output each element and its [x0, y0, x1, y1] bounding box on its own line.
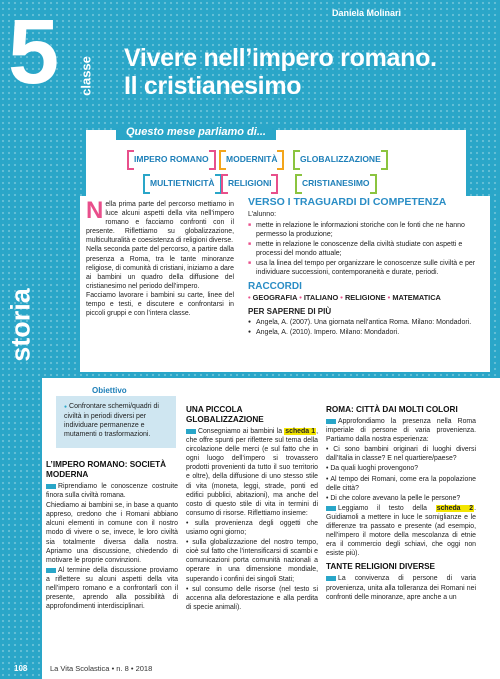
- column-3: ROMA: CITTÀ DAI MOLTI COLORI Approfondiamo la presenza nella Roma imperiale di persone di varia provenienza. Partiamo dalla nostra esperienza: • Ci sono bambini originari di luoghi diversi dall’Italia in classe? E nel quartiere/paese? • Da quali luoghi provengono? • Al tempo dei Romani, come era la popolazione delle città? • Di che colore avevano la pelle le persone? Leggiamo il testo della scheda 2. Guidiamoli a mettere in luce le somiglianze e le differenze tra passato e presente (ad esempio, nell’impero il motore della mescolanza di etnie era il commercio degli schiavi, che oggi non esiste più). TANTE RELIGIONI DIVERSE La convivenza di persone di varia provenienza, unita alla tolleranza dei Romani nei confronti delle minoranze, apre anche a un: [326, 405, 476, 601]
- keyword-modernita: MODERNITÀ: [222, 152, 281, 166]
- list-item: ■ usa la linea del tempo per organizzare le conoscenze sulle civiltà e per individuare successioni, contemporaneità e durate, periodi.: [248, 259, 488, 277]
- obiettivo-heading: Obiettivo: [92, 386, 127, 395]
- bullet-square-icon: [326, 419, 336, 424]
- drop-cap: N: [86, 197, 104, 224]
- author-name: Daniela Molinari: [332, 8, 402, 18]
- scheda-highlight: scheda 2: [436, 504, 474, 512]
- column-heading: TANTE RELIGIONI DIVERSE: [326, 562, 436, 572]
- column-heading: L’IMPERO ROMANO: SOCIETÀ MODERNA: [46, 460, 167, 479]
- intro-text: Nella prima parte del percorso mettiamo in luce alcuni aspetti della vita nell’impero romano e facciamo confronti con il presente. Riflettiamo su globalizzazione, multiculturalità e coesistenza di religioni diverse. Nella seconda parte del percorso, a partire dalla presenza a Roma, tra le tante minoranze religiose, di comunità di cristiani, iniziamo a dare ai bambini un quadro della diffusione del cristianesimo nel periodo dell’impero. Facciamo lavorare i bambini su carte, linee del tempo e testi, e discutere e confrontarsi in piccoli gruppi e con l’intera classe.: [86, 197, 234, 318]
- bullet-square-icon: [326, 576, 336, 581]
- bullet-square-icon: [46, 568, 56, 573]
- bibliography-list: [248, 318, 488, 337]
- subject-label: storia: [5, 288, 36, 362]
- keyword-globalizzazione: GLOBALIZZAZIONE: [296, 152, 385, 166]
- column-1: L’IMPERO ROMANO: SOCIETÀ MODERNA Riprendiamo le conoscenze costruite finora sulla civiltà romana. Chiediamo ai bambini se, in base a quanto appreso, credono che i Romani abbiano alcuni elementi in comune con il nostro modo di vivere o se, invece, le loro civiltà sia totalmente diversa dalla nostra. Apriamo una discussione, chiedendo di motivare le proprie convinzioni. Al termine della discussione proviamo a riflettere su alcuni aspetti della vita nell’impero romano e a confrontarli con il presente, aprendo alla possibilità di approfondimenti interdisciplinari.: [46, 460, 178, 611]
- keywords-heading: Questo mese parliamo di...: [116, 124, 276, 140]
- list-item: ■ mette in relazione le conoscenze della civiltà studiate con aspetti e processi del mondo attuale;: [248, 240, 488, 258]
- column-heading: UNA PICCOLA GLOBALIZZAZIONE: [186, 405, 264, 424]
- bullet-square-icon: [186, 429, 196, 434]
- grade-number: 5: [8, 1, 60, 103]
- competenze-box: VERSO I TRAGUARDI DI COMPETENZA L’alunno: ■ mette in relazione le informazioni storiche con le fonti che ne hanno permesso la produzione; ■ mette in relazione le conoscenze della civiltà studiate con aspetti e processi del mondo attuale; ■ usa la linea del tempo per organizzare le conoscenze sulle civiltà e per individuare successioni, contemporaneità e durate, periodi. RACCORDI • GEOGRAFIA • ITALIANO • RELIGIONE • MATEMATICA PER SAPERNE DI PIÙ ● Angela, A. (2007). Una giornata nell’antica Roma. Milano: Mondadori. ● Angela, A. (2010). Impero. Milano: Mondadori.: [248, 198, 488, 338]
- list-item: ■ mette in relazione le informazioni storiche con le fonti che ne hanno permesso la produzione;: [248, 221, 488, 239]
- bullet-square-icon: [326, 506, 336, 511]
- page-number: 108: [14, 664, 28, 673]
- list-item: ● Angela, A. (2007). Una giornata nell’antica Roma. Milano: Mondadori.: [248, 318, 488, 327]
- bullet-square-icon: [46, 484, 56, 489]
- raccordi-list: • GEOGRAFIA • ITALIANO • RELIGIONE • MATEMATICA: [248, 293, 441, 302]
- competenze-list: [248, 221, 488, 277]
- keyword-cristianesimo: CRISTIANESIMO: [298, 176, 374, 190]
- keyword-impero-romano: IMPERO ROMANO: [130, 152, 213, 166]
- obiettivo-box: ● Confrontare schemi/quadri di civiltà in periodi diversi per individuare permanenze e mutamenti o trasformazioni.: [56, 396, 176, 448]
- keyword-religioni: RELIGIONI: [224, 176, 275, 190]
- grade-label: classe: [78, 56, 94, 96]
- page-title: Vivere nell’impero romano. Il cristianesimo: [124, 44, 437, 100]
- keyword-multietnicita: MULTIETNICITÀ: [146, 176, 219, 190]
- competenze-heading: VERSO I TRAGUARDI DI COMPETENZA: [248, 196, 447, 208]
- column-2: UNA PICCOLA GLOBALIZZAZIONE Consegniamo ai bambini la scheda 1, che offre spunti per riflettere sul tema della circolazione delle merci (e sul fatto che in ogni luogo dell’impero si trovassero prodotti provenienti da tutto il suo territorio e oltre), della diffusione di uno stesso stile di vita (moneta, leggi, strade, ponti ed edifici pubblici, abitazioni), ma anche del costo di questo stile di vita in termini di consumo di risorse. Riflettiamo insieme: • sulla provenienza degli oggetti che usiamo ogni giorno; • sulla globalizzazione del nostro tempo, cioè sul fatto che l’intensificarsi di scambi e comunicazioni porta comunità nazionali a operare in una dimensione mondiale, superando i confini dei singoli Stati; • sul consumo delle risorse (nel testo si accenna alla deforestazione e alla perdita di specie animali).: [186, 405, 319, 611]
- saperne-heading: PER SAPERNE DI PIÙ: [248, 307, 332, 316]
- magazine-footer: La Vita Scolastica • n. 8 • 2018: [50, 664, 153, 673]
- list-item: ● Angela, A. (2010). Impero. Milano: Mondadori.: [248, 328, 488, 337]
- scheda-highlight: scheda 1: [285, 428, 316, 435]
- raccordi-heading: RACCORDI: [248, 281, 302, 292]
- column-heading: ROMA: CITTÀ DAI MOLTI COLORI: [326, 405, 458, 414]
